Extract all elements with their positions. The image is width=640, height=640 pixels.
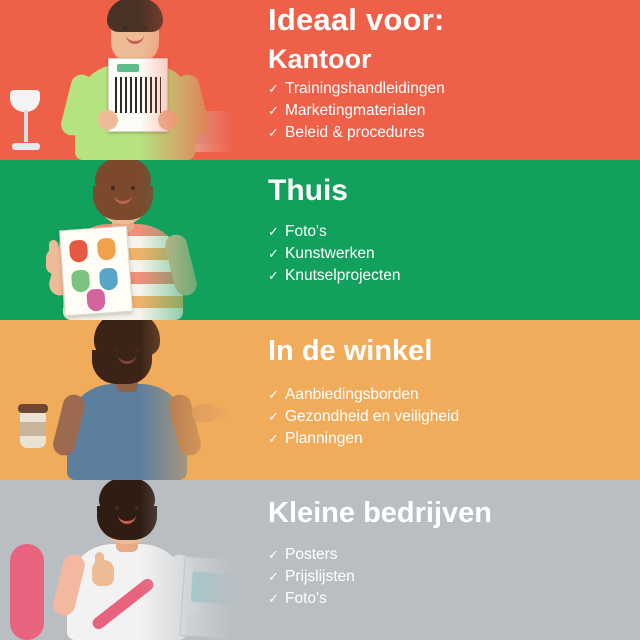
list-item [268,428,630,450]
section-title-home: Thuis [268,174,348,207]
list-item-label: Aanbiedingsborden [285,385,419,403]
coffee-cup-prop [20,410,46,448]
list-item-label: Knutselprojecten [285,267,401,284]
list-item [268,122,630,144]
list-item [268,100,630,122]
photo-home [0,160,250,320]
list-item [268,406,630,428]
photo-fade-store [140,320,250,480]
list-item-label: Prijslijsten [285,567,355,585]
check-icon: ✓ [268,103,279,119]
list-small-business [268,544,630,610]
section-office [0,0,640,160]
list-item-label: Gezondheid en veiligheid [285,407,460,425]
photo-small-business [0,480,250,640]
page-title: Ideaal voor: [268,2,445,37]
section-title-small-business: Kleine bedrijven [268,497,493,529]
list-item-label: Foto's [285,223,327,240]
thumbs-up-gesture [92,560,114,586]
check-icon: ✓ [268,590,279,606]
section-store [0,320,640,480]
check-icon: ✓ [268,268,279,283]
check-icon: ✓ [268,81,279,97]
list-item-label: Planningen [285,429,363,447]
photo-store [0,320,250,480]
check-icon: ✓ [268,430,279,446]
desk-lamp-prop [6,90,46,150]
list-item [268,265,630,287]
list-item [268,588,630,610]
section-home [0,160,640,320]
list-item [268,566,630,588]
photo-fade-home [140,160,250,320]
photo-office [0,0,250,160]
section-small-business [0,480,640,640]
list-item-label: Kunstwerken [285,245,375,262]
list-item [268,544,630,566]
check-icon: ✓ [268,568,279,584]
list-office [268,78,630,144]
yoga-mat-prop [10,544,44,640]
section-title-store: In de winkel [268,335,433,367]
content-small-business [268,480,630,640]
check-icon: ✓ [268,408,279,424]
content-home [268,160,630,320]
list-item [268,384,630,406]
photo-fade-office [140,0,250,160]
handprint-artwork-prop [59,226,133,317]
check-icon: ✓ [268,386,279,402]
list-item-label: Posters [285,545,338,563]
check-icon: ✓ [268,125,279,141]
list-item [268,78,630,100]
list-item-label: Beleid & procedures [285,124,425,142]
check-icon: ✓ [268,246,279,261]
list-item-label: Foto's [285,589,327,607]
list-item [268,243,630,265]
check-icon: ✓ [268,546,279,562]
photo-fade-small-business [140,480,250,640]
list-store [268,384,630,450]
section-title-office: Kantoor [268,43,372,74]
list-home [268,221,630,287]
list-item-label: Marketingmaterialen [285,102,426,120]
list-item [268,221,630,243]
list-item-label: Trainingshandleidingen [285,80,445,98]
content-office [268,0,630,160]
check-icon: ✓ [268,224,279,239]
content-store [268,320,630,480]
